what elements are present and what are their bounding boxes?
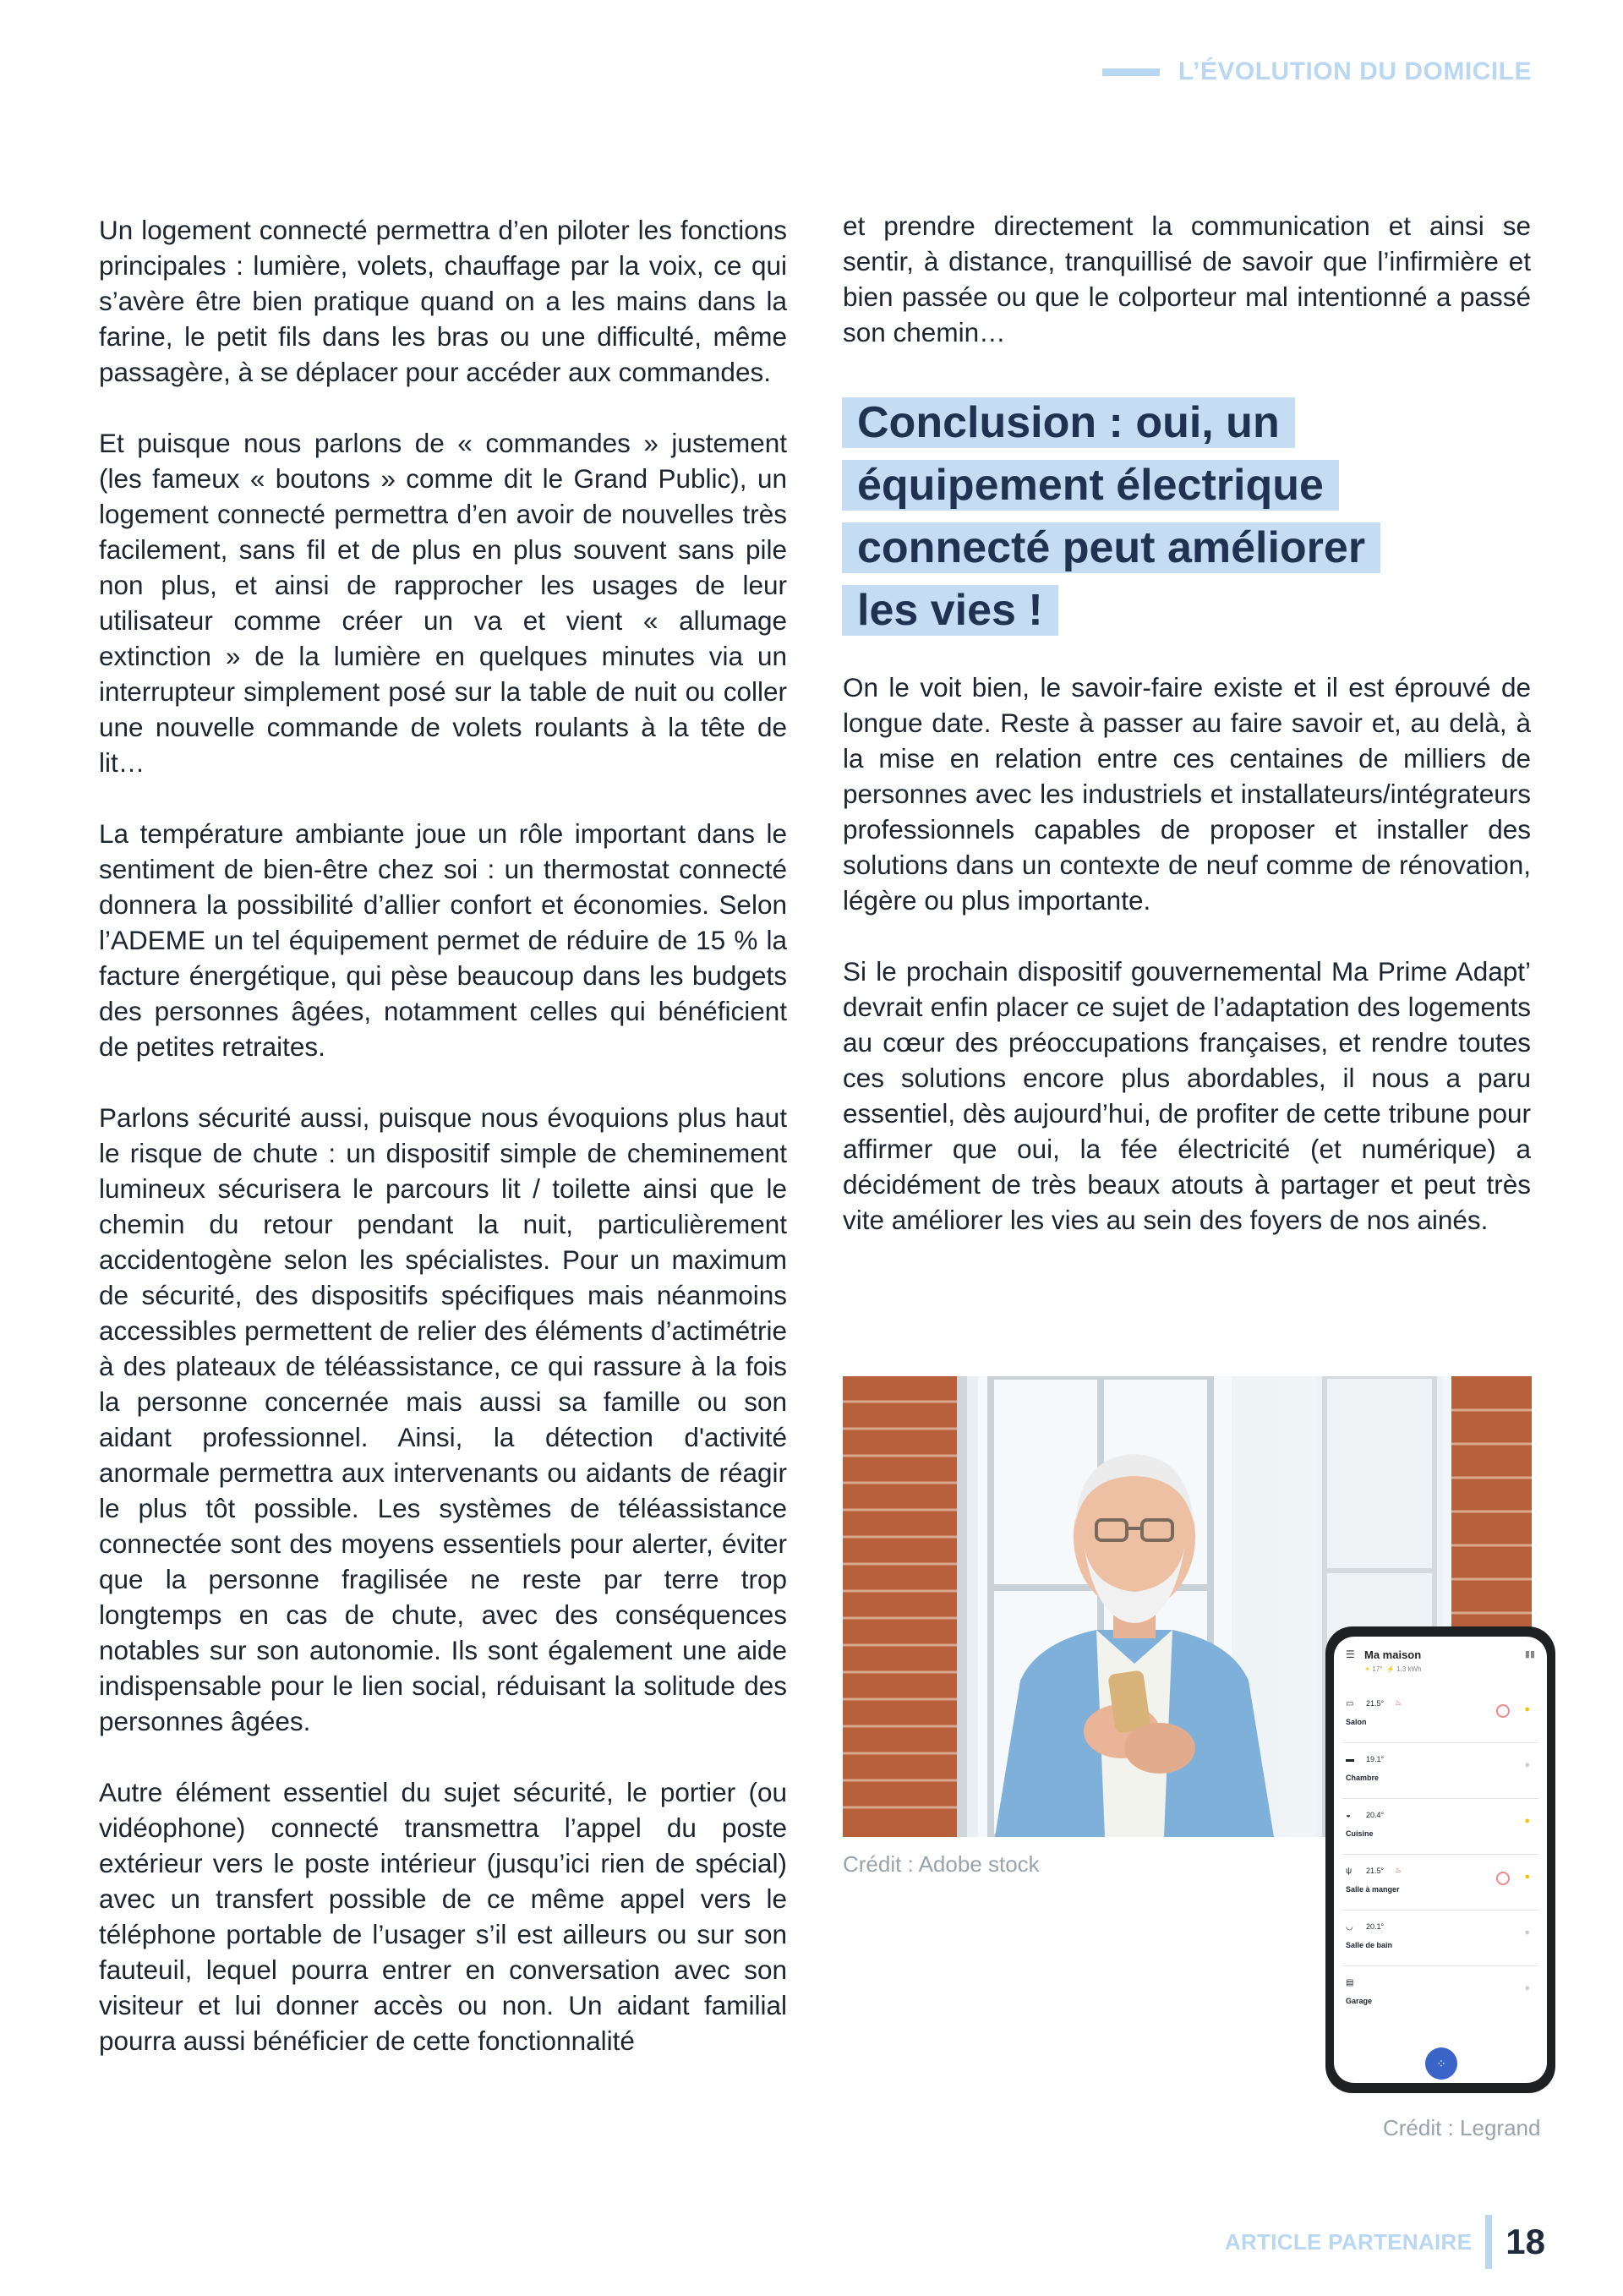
heating-toggle-icon[interactable]: [1496, 1872, 1510, 1885]
paragraph: Parlons sécurité aussi, puisque nous évoquions plus haut le risque de chute : un dispositif simple de cheminement lumineux sécurisera le parcours lit / toilette ainsi que le chemin du retour pendant la nuit, particulièrement accidentogène selon les spécialistes. Pour un maximum de sécurité, des dispositifs spécifiques mais néanmoins accessibles permettent de relier des éléments d’actimétrie à des plateaux de téléassistance, ce qui rassure à la fois la personne concernée mais aussi sa famille ou son aidant professionnel. Ainsi, la détection d'activité anormale permettra aux intervenants ou aidants de réagir le plus tôt possible. Les systèmes de téléassistance connectée sont des moyens essentiels pour alerter, éviter que la personne fragilisée ne reste par terre trop longtemps en cas de chute, avec des conséquences notables sur son autonomie. Ils sont également une aide indispensable pour le lien social, réduisant la solitude des personnes âgées.: [99, 1102, 787, 1736]
bed-icon: ▬: [1346, 1755, 1354, 1764]
app-title: Ma maison: [1364, 1648, 1422, 1661]
bolt-icon: ⚡: [1385, 1665, 1395, 1673]
cutlery-icon: ψ: [1346, 1867, 1352, 1876]
heading-line: équipement électrique: [842, 460, 1339, 511]
pot-icon: ◒: [1346, 1811, 1352, 1820]
photo-credit: Crédit : Adobe stock: [843, 1851, 1040, 1877]
paragraph: Si le prochain dispositif gouvernemental Ma Prime Adapt’ devrait enfin placer ce sujet de l’adaptation des logements au cœur des préoccupations françaises, et rendre toutes ces solutions encore plus abordables, il nous a paru essentiel, dès aujourd’hui, de profiter de cette tribune pour affirmer que oui, la fée électricité (et numérique) a décidément de très beaux atouts à partager et peut très vite améliorer les vies au sein des foyers de nos ainés.: [843, 956, 1531, 1235]
section-header: [1102, 57, 1532, 86]
phone-credit: Crédit : Legrand: [1383, 2115, 1541, 2140]
paragraph: Autre élément essentiel du sujet sécurité, le portier (ou vidéophone) connecté transmettra l’appel du poste extérieur vers le poste intérieur (jusqu’ici rien de spécial) avec un transfert possible de ce même appel vers le téléphone portable de l’usager s’il est ailleurs ou sur son fauteuil, lequel pourra entrer en conversation avec son visiteur et lui donner accès ou non. Un aidant familial pourra aussi bénéficier de cette fonctionnalité: [99, 1777, 787, 2056]
left-column: [99, 212, 787, 2058]
footer-accent-bar: [1485, 2215, 1492, 2269]
bulb-icon[interactable]: ●: [1524, 1816, 1530, 1826]
grid-menu-button[interactable]: ⁘: [1425, 2047, 1457, 2080]
bulb-icon[interactable]: ●: [1524, 1760, 1530, 1770]
list-item[interactable]: ▬ 19.1° Chambre ●: [1342, 1743, 1538, 1799]
paragraph: et prendre directement la communication et ainsi se sentir, à distance, tranquillisé de savoir que l’infirmière et bien passée ou que le colporteur mal intentionné a passé son chemin…: [843, 210, 1531, 347]
heading-line: Conclusion : oui, un: [842, 397, 1295, 448]
page-footer: [1225, 2215, 1545, 2269]
list-item[interactable]: ◒ 20.4° Cuisine ●: [1342, 1799, 1538, 1855]
paragraph: On le voit bien, le savoir-faire existe et il est éprouvé de longue date. Reste à passer au faire savoir et, au delà, à la mise en relation entre ces centaines de milliers de personnes avec les industriels et installateurs/intégrateurs professionnels capables de proposer et installer des solutions dans un contexte de neuf comme de rénovation, légère ou plus importante.: [843, 672, 1531, 916]
sofa-icon: ▭: [1346, 1699, 1354, 1708]
flame-icon: ♨: [1395, 1866, 1402, 1874]
paragraph: Un logement connecté permettra d’en piloter les fonctions principales : lumière, volets, chauffage par la voix, ce qui s’avère être bien pratique quand on a les mains dans la farine, le petit fils dans les bras ou une difficulté, même passagère, à se déplacer pour accéder aux commandes.: [99, 215, 787, 387]
bulb-icon[interactable]: ●: [1524, 1927, 1530, 1938]
paragraph: La température ambiante joue un rôle important dans le sentiment de bien-être chez soi : un thermostat connecté donnera la possibilité d’allier confort et économies. Selon l’ADEME un tel équipement permet de réduire de 15 % la facture énergétique, qui pèse beaucoup dans les budgets des personnes âgées, notamment celles qui bénéficient de petites retraites.: [99, 818, 787, 1062]
list-item[interactable]: ▤ Garage ●: [1346, 1978, 1530, 2005]
menu-icon: ☰: [1346, 1648, 1355, 1660]
sun-icon: ☀: [1364, 1665, 1371, 1673]
chart-icon: ▮▮: [1524, 1649, 1535, 1659]
right-column-body: [843, 670, 1531, 1238]
paragraph: Et puisque nous parlons de « commandes » justement (les fameux « boutons » comme dit le Grand Public), un logement connecté permettra d’en avoir de nouvelles très facilement, sans fil et de plus en plus souvent sans pile non plus, et ainsi de rapprocher les usages de leur utilisateur comme créer un va et vient « allumage extinction » de la lumière en quelques minutes via un interrupteur simplement posé sur la table de nuit ou coller une nouvelle commande de volets roulants à la tête de lit…: [99, 428, 787, 778]
bathtub-icon: ◡: [1346, 1922, 1353, 1932]
bulb-icon[interactable]: ●: [1524, 1983, 1530, 1993]
phone-screen: [1334, 1637, 1547, 2083]
heading-line: les vies !: [842, 585, 1058, 636]
list-item[interactable]: ψ 21.5° ♨ Salle à manger ●: [1342, 1855, 1538, 1911]
bulb-icon[interactable]: ●: [1524, 1872, 1530, 1882]
flame-icon: ♨: [1395, 1698, 1402, 1707]
garage-icon: ▤: [1346, 1978, 1354, 1987]
status-line: ☀ 17° ⚡ 1.3 kWh: [1364, 1665, 1422, 1673]
room-list: [1342, 1687, 1538, 2022]
page-number: 18: [1506, 2222, 1545, 2261]
list-item[interactable]: ◡ 20.1° Salle de bain ●: [1342, 1911, 1538, 1966]
heading-line: connecté peut améliorer: [842, 522, 1380, 573]
header-accent-bar: [1102, 68, 1160, 76]
bulb-icon[interactable]: ●: [1524, 1704, 1530, 1714]
section-title: L’ÉVOLUTION DU DOMICILE: [1178, 57, 1532, 85]
smartphone-mockup: [1325, 1626, 1555, 2093]
right-column-intro: [843, 208, 1531, 350]
conclusion-heading: [842, 397, 1484, 648]
heating-toggle-icon[interactable]: [1496, 1704, 1510, 1718]
footer-label: ARTICLE PARTENAIRE: [1224, 2228, 1473, 2255]
list-item[interactable]: ▭ 21.5° ♨ Salon ●: [1342, 1687, 1538, 1743]
